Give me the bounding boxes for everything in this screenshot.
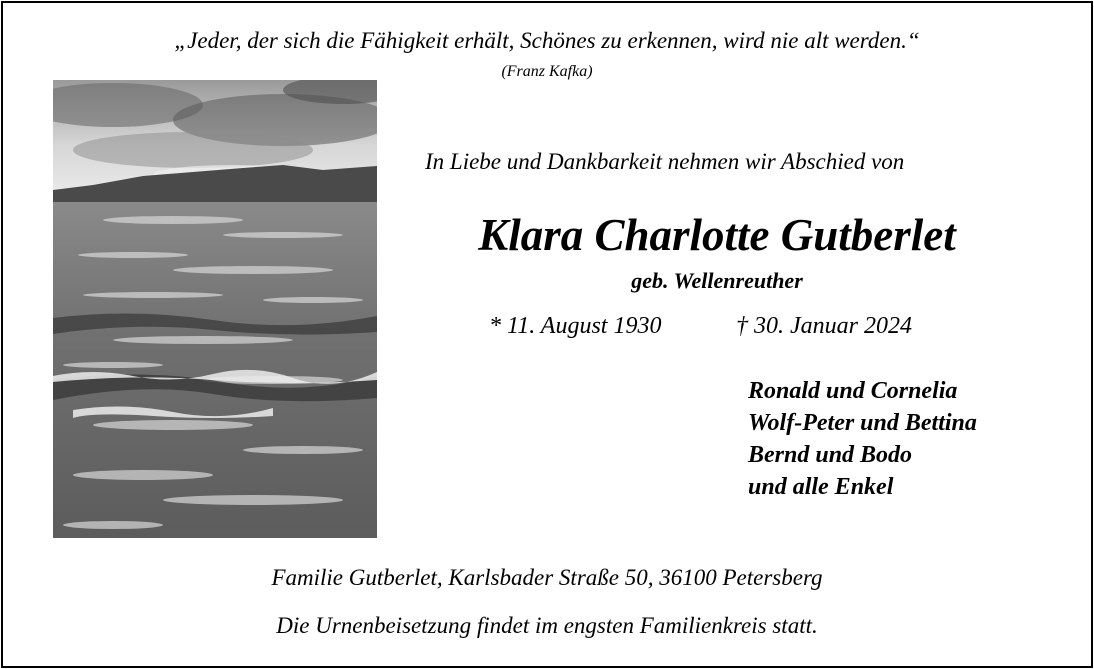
quote-author: (Franz Kafka)	[501, 63, 593, 80]
birth-name: geb. Wellenreuther	[631, 268, 803, 293]
deceased-name: Klara Charlotte Gutberlet	[478, 210, 956, 260]
obituary-card	[1, 1, 1093, 668]
sea-waves-photo	[53, 80, 377, 538]
mourner-item: Bernd und Bodo	[748, 442, 913, 468]
family-address: Familie Gutberlet, Karlsbader Straße 50, 36100 Petersberg	[271, 565, 823, 590]
burial-notice: Die Urnenbeisetzung findet im engsten Familienkreis statt.	[276, 613, 818, 638]
mourner-item: Ronald und Cornelia	[748, 378, 958, 404]
quote-text: „Jeder, der sich die Fähigkeit erhält, Schönes zu erkennen, wird nie alt werden.“	[174, 28, 920, 53]
intro-text: In Liebe und Dankbarkeit nehmen wir Abschied von	[425, 149, 905, 174]
mourner-item: und alle Enkel	[748, 474, 894, 500]
death-date: † 30. Januar 2024	[736, 313, 912, 339]
birth-date: * 11. August 1930	[489, 313, 662, 339]
mourners-list	[748, 375, 977, 503]
mourner-item: Wolf-Peter und Bettina	[748, 410, 977, 436]
